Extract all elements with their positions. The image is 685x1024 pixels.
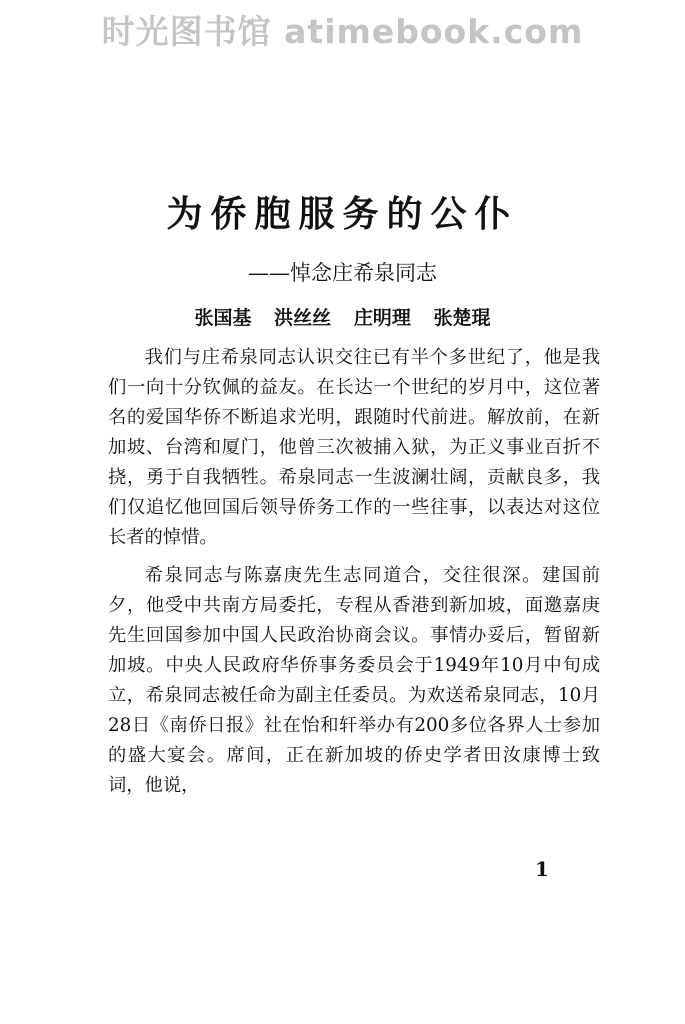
article-title: 为侨胞服务的公仆 — [166, 193, 519, 235]
author-name: 张楚琨 — [433, 307, 491, 329]
body-paragraph: 我们与庄希泉同志认识交往已有半个多世纪了，他是我们一向十分钦佩的益友。在长达一个世纪的岁月中，这位著名的爱国华侨不断追求光明，跟随时代前进。解放前，在新加坡、台湾和厦门，他曾三次被捕入狱，为正义事业百折不挠，勇于自我牺牲。希泉同志一生波澜壮阔，贡献良多，我们仅追忆他回国后领导侨务工作的一些往事，以表达对这位长者的悼惜。 — [108, 347, 600, 548]
author-name: 张国基 — [194, 307, 252, 329]
article-body — [108, 343, 600, 809]
author-name: 洪丝丝 — [274, 307, 332, 329]
watermark: 时光图书馆 atimebook.com — [101, 12, 584, 51]
author-list — [0, 303, 685, 330]
author-name: 庄明理 — [353, 307, 411, 329]
body-paragraph: 希泉同志与陈嘉庚先生志同道合，交往很深。建国前夕，他受中共南方局委托，专程从香港到新加坡，面邀嘉庚先生回国参加中国人民政治协商会议。事情办妥后，暂留新加坡。中央人民政府华侨事务委员会于1949年10月中旬成立，希泉同志被任命为副主任委员。为欢送希泉同志，10月28日《南侨日报》社在怡和轩举办有200多位各界人士参加的盛大宴会。席间，正在新加坡的侨史学者田汝康博士致词，他说， — [108, 565, 600, 796]
article-subtitle: ——悼念庄希泉同志 — [248, 261, 437, 285]
page-number: 1 — [535, 857, 549, 881]
